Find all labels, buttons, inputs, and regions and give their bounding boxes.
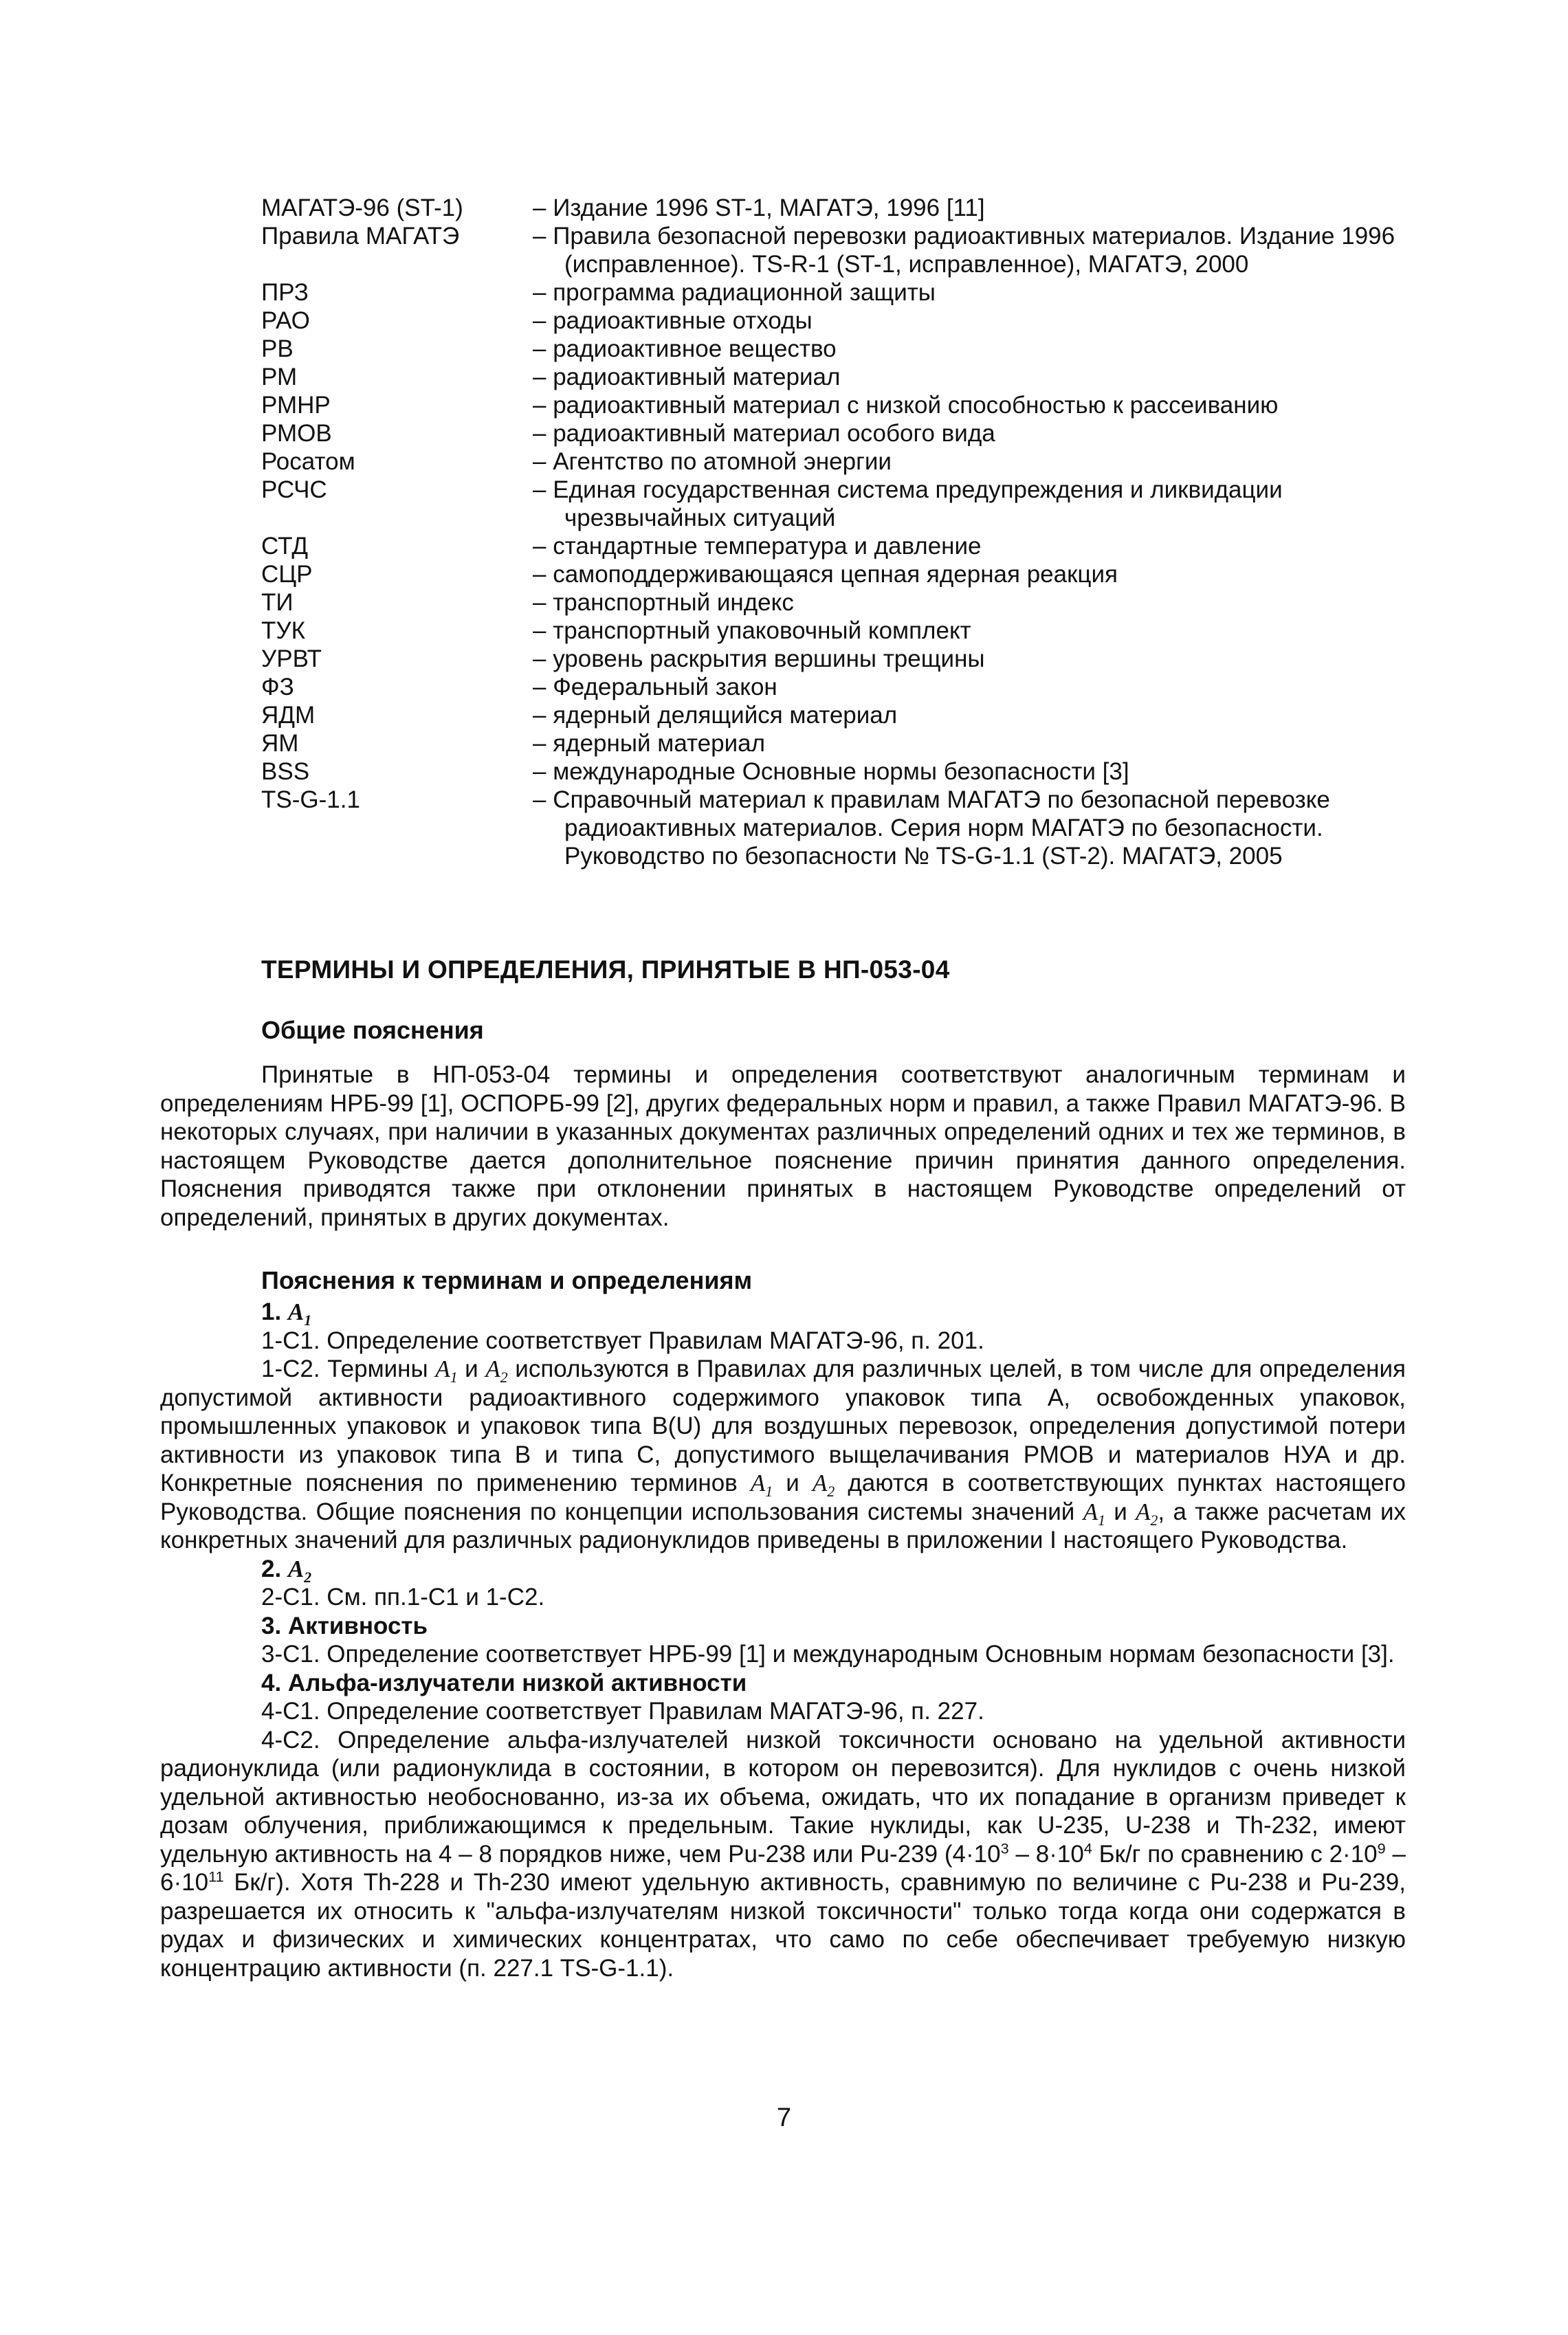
abbreviation-row	[261, 476, 1402, 532]
abbreviation-row	[261, 560, 1402, 588]
term-1-c2: 1-С2. Термины $A_1$ и $A_2$ используются в Правилах для различных целей, в том числе для определения допустимой активности радиоактивного содержимого упаковок типа А, освобожденных упаковок, промышленных упаковок и упаковок типа В(U) для воздушных перевозок, определения допустимой потери активности из упаковок типа В и типа С, допустимого выщелачивания РМОВ и материалов НУА и др. Конкретные пояснения по применению терминов $A_1$ и $A_2$ даются в соответствующих пунктах настоящего Руководства. Общие пояснения по концепции использования системы значений $A_1$ и $A_2$, а также расчетам их конкретных значений для различных радионуклидов приведены в приложении I настоящего Руководства.	[160, 1355, 1406, 1553]
abbreviation-term: СТД	[261, 533, 309, 560]
abbreviation-row	[261, 278, 1402, 307]
abbreviation-definition: – ядерный делящийся материал	[533, 702, 898, 729]
abbreviation-term: BSS	[261, 758, 310, 785]
abbreviation-row	[261, 419, 1402, 447]
abbreviation-term: УРВТ	[261, 645, 322, 672]
abbreviation-definition: – Издание 1996 ST-1, МАГАТЭ, 1996 [11]	[533, 195, 985, 221]
explanations-body	[160, 1298, 1406, 1982]
section-title: ТЕРМИНЫ И ОПРЕДЕЛЕНИЯ, ПРИНЯТЫЕ В НП-053-04	[261, 955, 950, 984]
abbreviation-row	[261, 447, 1402, 476]
abbreviation-definition: – Правила безопасной перевозки радиоактивных материалов. Издание 1996 (исправленное). TS-R-1 (ST-1, исправленное), МАГАТЭ, 2000	[533, 223, 1395, 278]
abbreviation-definition: – радиоактивный материал	[533, 364, 841, 390]
page-number: 7	[776, 2103, 792, 2132]
term-3-c1: 3-С1. Определение соответствует НРБ-99 [1] и международным Основным нормам безопасности [3].	[261, 1641, 1395, 1668]
abbreviation-definition: – ядерный материал	[533, 730, 766, 757]
abbreviation-term: РМ	[261, 364, 298, 390]
abbreviation-term: ТУК	[261, 617, 306, 644]
abbreviation-row	[261, 307, 1402, 335]
abbreviation-definition: – Справочный материал к правилам МАГАТЭ по безопасной перевозке радиоактивных материалов. Серия норм МАГАТЭ по безопасности. Руководство по безопасности № TS-G-1.1 (ST-2). МАГАТЭ, 2005	[533, 786, 1330, 870]
abbreviation-term: РМНР	[261, 392, 331, 419]
abbreviation-definition: – радиоактивный материал с низкой способностью к рассеиванию	[533, 392, 1279, 419]
abbreviation-row	[261, 194, 1402, 222]
abbreviation-term: РСЧС	[261, 476, 327, 503]
abbreviation-definition: – самоподдерживающаяся цепная ядерная реакция	[533, 561, 1118, 588]
term-4-c1: 4-С1. Определение соответствует Правилам МАГАТЭ-96, п. 227.	[261, 1698, 984, 1725]
general-paragraph: Принятые в НП-053-04 термины и определения соответствуют аналогичным терминам и определениям НРБ-99 [1], ОСПОРБ-99 [2], других федеральных норм и правил, а также Правил МАГАТЭ-96. В некоторых случаях, при наличии в указанных документах различных определений одних и тех же терминов, в настоящем Руководстве дается дополнительное пояснение причин принятия данного определения. Пояснения приводятся также при отклонении принятых в настоящем Руководстве определений от определений, принятых в других документах.	[160, 1061, 1406, 1231]
abbreviation-definition: – транспортный индекс	[533, 589, 794, 616]
abbreviation-definition: – транспортный упаковочный комплект	[533, 617, 971, 644]
abbreviation-term: РМОВ	[261, 420, 332, 447]
abbreviation-row	[261, 363, 1402, 391]
abbreviation-row	[261, 335, 1402, 363]
abbreviation-term: ЯМ	[261, 730, 299, 757]
abbreviation-row	[261, 532, 1402, 560]
abbreviation-term: TS-G-1.1	[261, 786, 360, 813]
abbreviation-term: Росатом	[261, 448, 355, 475]
term-3-heading: 3. Активность	[261, 1612, 428, 1639]
term-4-c2: 4-С2. Определение альфа-излучателей низкой токсичности основано на удельной активности радионуклида (или радионуклида в состоянии, в котором он перевозится). Для нуклидов с очень низкой удельной активностью необоснованно, из-за их объема, ожидать, что их попадание в организм приведет к дозам облучения, приближающимся к предельным. Такие нуклиды, как U-235, U-238 и Th-232, имеют удельную активность на 4 – 8 порядков ниже, чем Pu-238 или Pu-239 ($4\cdot 10^3 - 8\cdot 10^4$ Бк/г по сравнению с $2\cdot 10^9 - 6\cdot 10^{11}$ Бк/г). Хотя Th-228 и Th-230 имеют удельную активность, сравнимую по величине с Pu-238 и Pu-239, разрешается их относить к "альфа-излучателям низкой токсичности" только тогда когда они содержатся в рудах и физических и химических концентратах, что само по себе обеспечивает требуемую низкую концентрацию активности (п. 227.1 TS-G-1.1).	[160, 1726, 1406, 1982]
abbreviation-row	[261, 645, 1402, 673]
abbreviation-row	[261, 701, 1402, 729]
abbreviation-row	[261, 222, 1402, 278]
abbreviation-row	[261, 391, 1402, 419]
abbreviation-row	[261, 617, 1402, 645]
explanations-title: Пояснения к терминам и определениям	[261, 1266, 753, 1294]
abbreviation-definition: – международные Основные нормы безопасности [3]	[533, 758, 1129, 785]
abbreviation-term: ПРЗ	[261, 279, 309, 306]
abbreviations-list	[261, 194, 1402, 870]
abbreviation-row	[261, 729, 1402, 757]
term-4-heading: 4. Альфа-излучатели низкой активности	[261, 1669, 747, 1696]
abbreviation-row	[261, 673, 1402, 701]
abbreviation-definition: – радиоактивные отходы	[533, 307, 813, 334]
general-paragraph-block	[160, 1061, 1406, 1232]
abbreviation-term: ЯДМ	[261, 702, 316, 729]
abbreviation-definition: – Агентство по атомной энергии	[533, 448, 892, 475]
abbreviation-definition: – радиоактивный материал особого вида	[533, 420, 995, 447]
abbreviation-row	[261, 786, 1402, 870]
term-1-heading: 1. $A_1$	[261, 1298, 312, 1329]
abbreviation-term: ФЗ	[261, 674, 294, 700]
abbreviation-definition: – радиоактивное вещество	[533, 335, 837, 362]
abbreviation-term: ТИ	[261, 589, 294, 616]
abbreviation-term: РАО	[261, 307, 310, 334]
abbreviation-term: СЦР	[261, 561, 313, 588]
abbreviation-term: РВ	[261, 335, 294, 362]
abbreviation-row	[261, 757, 1402, 786]
term-2-c1: 2-С1. См. пп.1-С1 и 1-С2.	[261, 1584, 545, 1611]
abbreviation-definition: – стандартные температура и давление	[533, 533, 982, 560]
abbreviation-definition: – уровень раскрытия вершины трещины	[533, 645, 985, 672]
abbreviation-definition: – Единая государственная система предупреждения и ликвидации чрезвычайных ситуаций	[533, 476, 1283, 531]
general-title: Общие пояснения	[261, 1016, 484, 1044]
abbreviation-definition: – программа радиационной защиты	[533, 279, 936, 306]
term-1-c1: 1-С1. Определение соответствует Правилам МАГАТЭ-96, п. 201.	[261, 1327, 984, 1354]
abbreviation-row	[261, 588, 1402, 617]
abbreviation-term: Правила МАГАТЭ	[261, 223, 460, 250]
abbreviation-term: МАГАТЭ-96 (ST-1)	[261, 195, 463, 221]
term-2-heading: 2. $A_2$	[261, 1555, 312, 1586]
abbreviation-definition: – Федеральный закон	[533, 674, 777, 700]
